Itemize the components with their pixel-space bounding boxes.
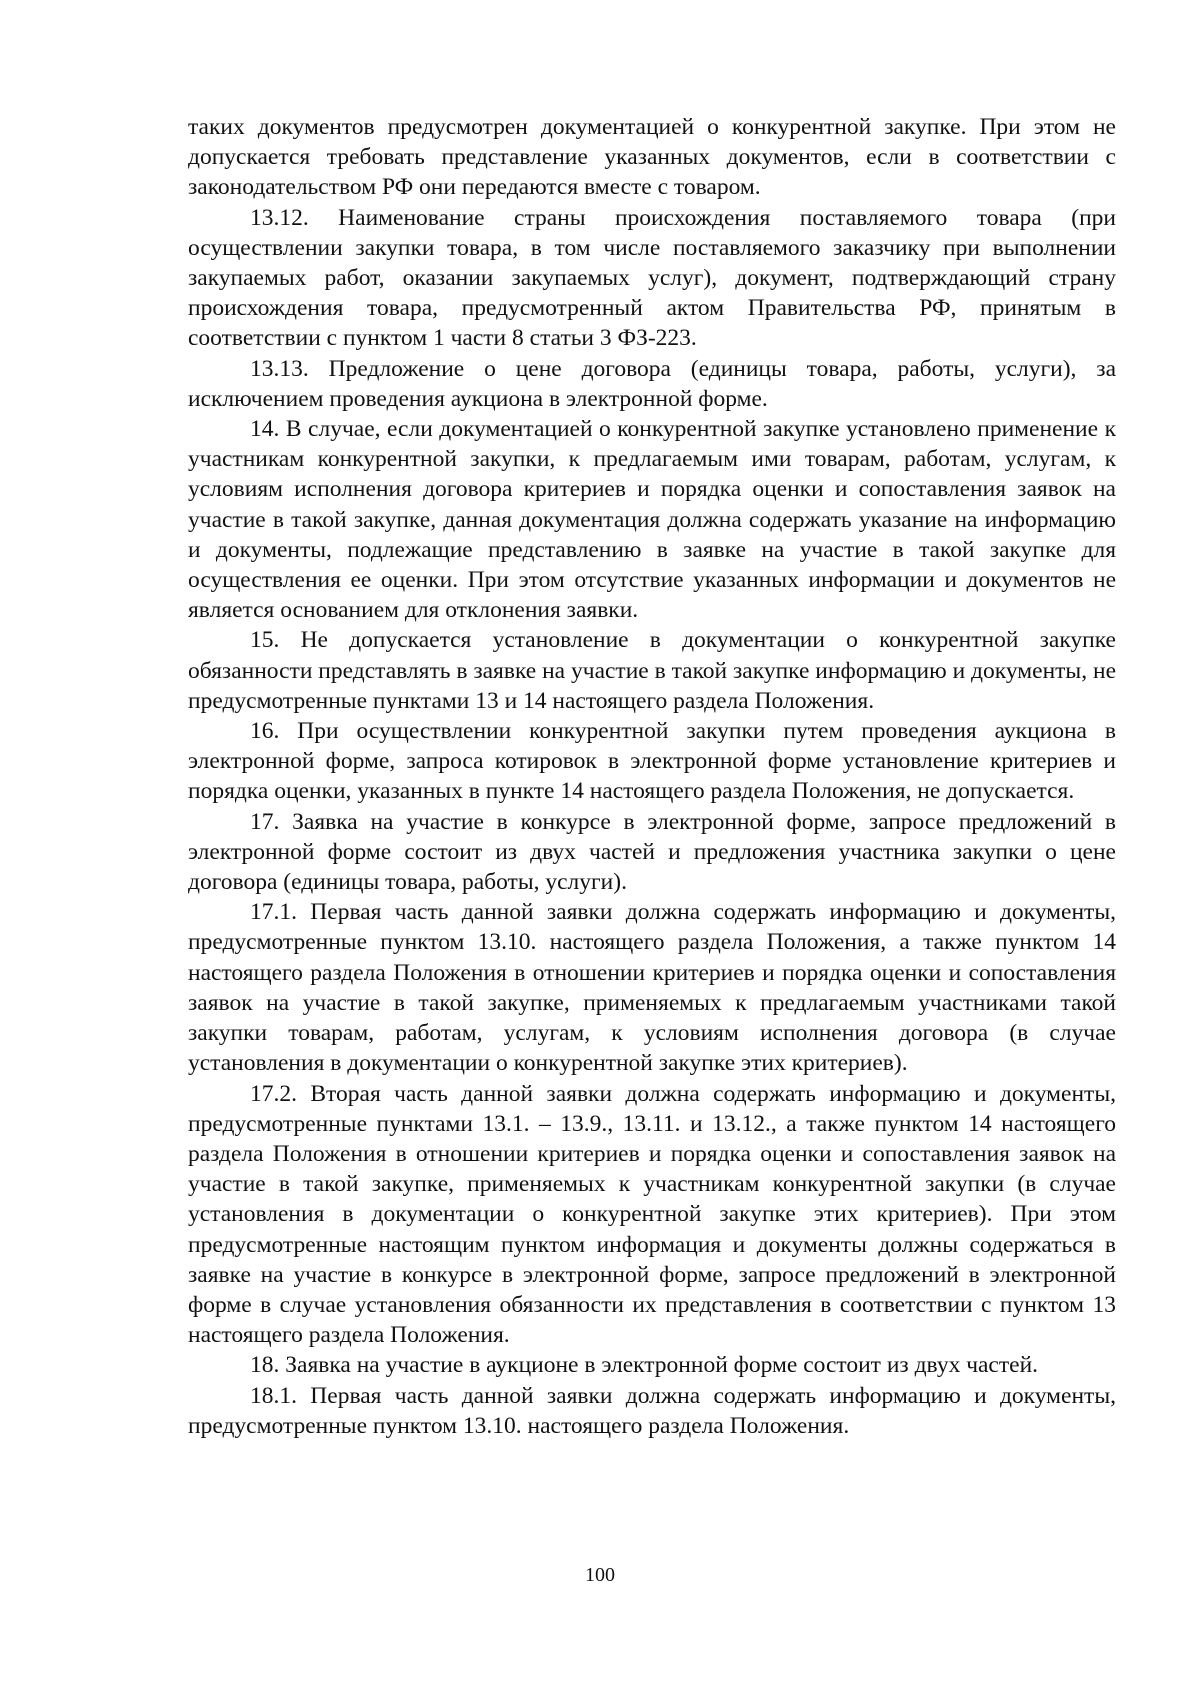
- paragraph-continuation: таких документов предусмотрен документацией о конкурентной закупке. При этом не допускается требовать представление указанных документов, если в соответствии с законодательством РФ они передаются вместе с товаром.: [188, 114, 1116, 201]
- paragraph-18-1: 18.1. Первая часть данной заявки должна содержать информацию и документы, предусмотренные пунктом 13.10. настоящего раздела Положения.: [188, 1382, 1116, 1439]
- paragraph-18: 18. Заявка на участие в аукционе в электронной форме состоит из двух частей.: [250, 1352, 1039, 1379]
- paragraph-13-12: 13.12. Наименование страны происхождения поставляемого товара (при осуществлении закупки товара, в том числе поставляемого заказчику при выполнении закупаемых работ, оказании закупаемых услуг), документ, подтверждающий страну происхождения товара, предусмотренный актом Правительства РФ, принятым в соответствии с пунктом 1 части 8 статьи 3 ФЗ-223.: [188, 204, 1116, 352]
- paragraph-13-13: 13.13. Предложение о цене договора (единицы товара, работы, услуги), за исключением проведения аукциона в электронной форме.: [188, 355, 1116, 412]
- paragraph-14: 14. В случае, если документацией о конкурентной закупке установлено применение к участникам конкурентной закупки, к предлагаемым ими товарам, работам, услугам, к условиям исполнения договора критериев и порядка оценки и сопоставления заявок на участие в такой закупке, данная документация должна содержать указание на информацию и документы, подлежащие представлению в заявке на участие в такой закупке для осуществления ее оценки. При этом отсутствие указанных информации и документов не является основанием для отклонения заявки.: [188, 416, 1116, 624]
- document-body: [188, 112, 1116, 1441]
- paragraph-17-1: 17.1. Первая часть данной заявки должна содержать информацию и документы, предусмотренные пунктом 13.10. настоящего раздела Положения, а также пунктом 14 настоящего раздела Положения в отношении критериев и порядка оценки и сопоставления заявок на участие в такой закупке, применяемых к предлагаемым участниками такой закупки товарам, работам, услугам, к условиям исполнения договора (в случае установления в документации о конкурентной закупке этих критериев).: [188, 899, 1116, 1077]
- paragraph-16: 16. При осуществлении конкурентной закупки путем проведения аукциона в электронной форме, запроса котировок в электронной форме установление критериев и порядка оценки, указанных в пункте 14 настоящего раздела Положения, не допускается.: [188, 718, 1116, 805]
- paragraph-17-2: 17.2. Вторая часть данной заявки должна содержать информацию и документы, предусмотренные пунктами 13.1. – 13.9., 13.11. и 13.12., а также пунктом 14 настоящего раздела Положения в отношении критериев и порядка оценки и сопоставления заявок на участие в такой закупке, применяемых к участникам конкурентной закупки (в случае установления в документации о конкурентной закупке этих критериев). При этом предусмотренные настоящим пунктом информация и документы должны содержаться в заявке на участие в конкурсе в электронной форме, запросе предложений в электронной форме в случае установления обязанности их представления в соответствии с пунктом 13 настоящего раздела Положения.: [188, 1080, 1116, 1349]
- paragraph-15: 15. Не допускается установление в документации о конкурентной закупке обязанности представлять в заявке на участие в такой закупке информацию и документы, не предусмотренные пунктами 13 и 14 настоящего раздела Положения.: [188, 627, 1116, 714]
- page-number: 100: [585, 1564, 615, 1586]
- paragraph-17: 17. Заявка на участие в конкурсе в электронной форме, запросе предложений в электронной форме состоит из двух частей и предложения участника закупки о цене договора (единицы товара, работы, услуги).: [188, 808, 1116, 896]
